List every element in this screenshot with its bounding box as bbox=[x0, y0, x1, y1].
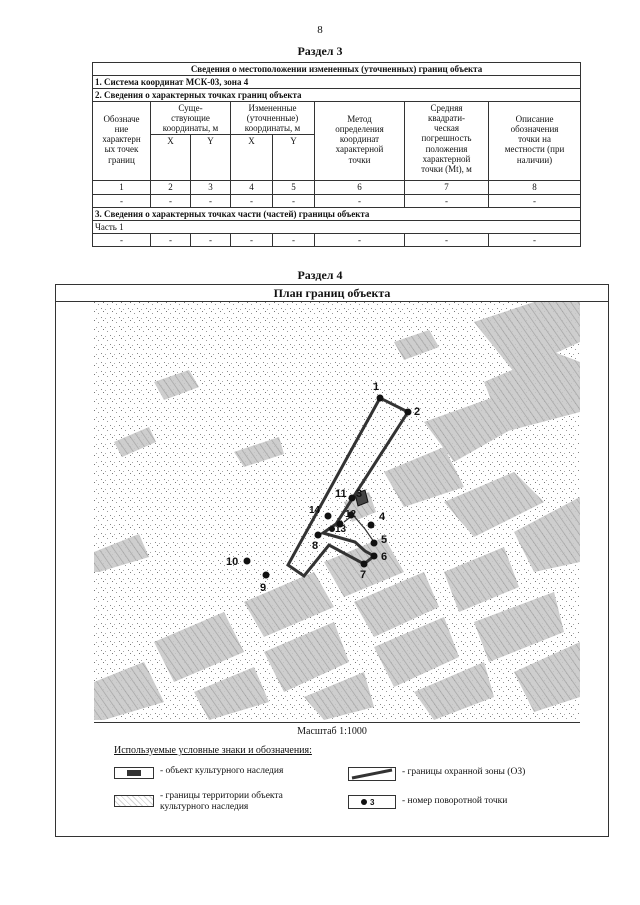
col-changed-coords: Измененные (уточненные) координаты, м bbox=[231, 102, 315, 135]
svg-text:6: 6 bbox=[381, 551, 388, 563]
svg-text:1: 1 bbox=[373, 381, 380, 393]
legend-heritage-object-symbol bbox=[114, 767, 154, 779]
svg-text:11: 11 bbox=[335, 488, 347, 500]
col-existing-x: X bbox=[151, 135, 191, 181]
col-existing-y: Y bbox=[191, 135, 231, 181]
col-changed-y: Y bbox=[273, 135, 315, 181]
svg-text:8: 8 bbox=[312, 540, 319, 552]
legend-protection-zone-symbol bbox=[348, 767, 396, 781]
map-svg bbox=[94, 302, 580, 720]
boundary-map bbox=[94, 302, 580, 720]
legend-turning-point-symbol: 3 bbox=[348, 795, 396, 809]
svg-text:7: 7 bbox=[360, 569, 367, 581]
legend-heritage-territory: - границы территории объекта культурного наследия bbox=[160, 791, 283, 812]
scale-label: Масштаб 1:1000 bbox=[297, 726, 367, 737]
col-mean-square-error: Средняя квадрати- ческая погрешность положения характерной точки (Mt), м bbox=[405, 102, 489, 181]
col-designation: Обозначе ние характерн ых точек границ bbox=[93, 102, 151, 181]
svg-text:3: 3 bbox=[356, 488, 363, 500]
legend-turning-point: - номер поворотной точки bbox=[402, 796, 508, 806]
section-4-title: Раздел 4 bbox=[297, 268, 343, 282]
svg-text:4: 4 bbox=[379, 511, 386, 523]
table-title: Сведения о местоположении измененных (уточненных) границ объекта bbox=[93, 63, 581, 76]
svg-text:10: 10 bbox=[226, 556, 239, 568]
legend-protection-zone: - границы охранной зоны (ОЗ) bbox=[402, 767, 526, 777]
col-description: Описание обозначения точки на местности (при наличии) bbox=[489, 102, 581, 181]
svg-text:5: 5 bbox=[381, 534, 388, 546]
points-header: 2. Сведения о характерных точках границ объекта bbox=[93, 89, 581, 102]
col-existing-coords: Суще- ствующие координаты, м bbox=[151, 102, 231, 135]
svg-text:14: 14 bbox=[309, 505, 321, 516]
boundary-points-table bbox=[92, 62, 581, 247]
table-row: - - - - - - - - bbox=[93, 194, 581, 207]
legend-heritage-object: - объект культурного наследия bbox=[160, 766, 284, 776]
legend-territory-symbol bbox=[114, 795, 154, 807]
svg-text:9: 9 bbox=[260, 582, 267, 594]
plan-title: План границ объекта bbox=[56, 285, 608, 302]
column-numbers-row: 1 2 3 4 5 6 7 8 bbox=[93, 181, 581, 194]
svg-text:2: 2 bbox=[414, 406, 421, 418]
svg-text:13: 13 bbox=[335, 524, 347, 535]
scale-bar-line bbox=[94, 722, 580, 723]
part-label: Часть 1 bbox=[93, 220, 581, 233]
svg-text:12: 12 bbox=[345, 509, 357, 520]
part-header: 3. Сведения о характерных точках части (частей) границы объекта bbox=[93, 207, 581, 220]
page-number: 8 bbox=[317, 24, 323, 36]
col-changed-x: X bbox=[231, 135, 273, 181]
col-method: Метод определения координат характерной точки bbox=[315, 102, 405, 181]
legend-title: Используемые условные знаки и обозначения: bbox=[114, 745, 312, 756]
coordinate-system: 1. Система координат МСК-03, зона 4 bbox=[93, 76, 581, 89]
section-3-title: Раздел 3 bbox=[297, 44, 343, 58]
plan-frame bbox=[55, 284, 609, 837]
table-row: - - - - - - - - bbox=[93, 233, 581, 246]
